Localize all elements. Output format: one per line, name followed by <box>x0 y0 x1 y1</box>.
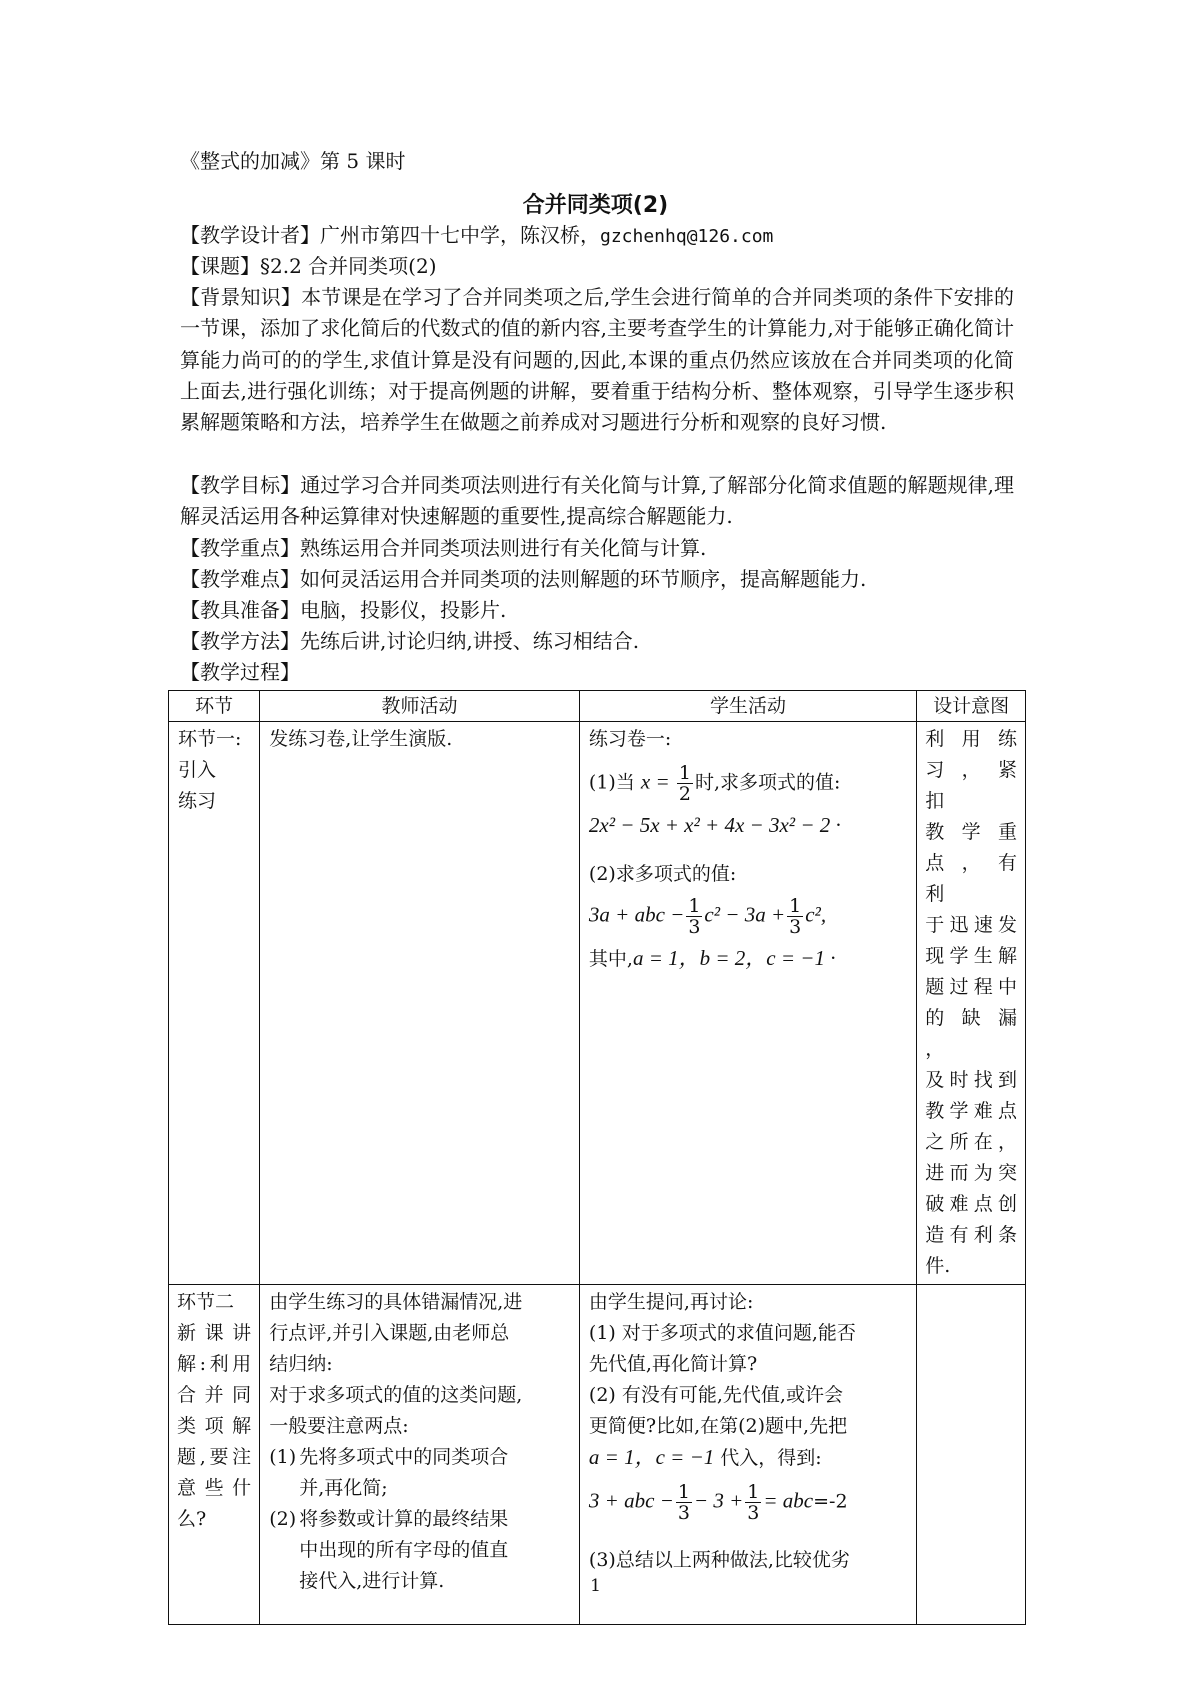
point-line: 接代入,进行计算. <box>299 1570 445 1592</box>
intent-line: 现学生解 <box>925 945 1017 967</box>
key-point-label: 【教学重点】 <box>180 536 300 560</box>
expr-part-b: − 3 + <box>693 1488 744 1513</box>
q2-where-line <box>589 943 907 975</box>
substitution-values: a = 1，c = −1 <box>588 1445 715 1469</box>
series-header: 《整式的加减》第 5 课时 <box>180 149 406 173</box>
q2-fraction-1 <box>686 896 702 937</box>
q2-expr-part-b: c² − 3a + <box>704 902 786 927</box>
teacher-line: 结归纳: <box>269 1353 333 1375</box>
stage-line: 引入 <box>178 759 217 781</box>
intent-line: 件. <box>925 1255 951 1277</box>
tools-line <box>180 595 506 626</box>
goal-text: 通过学习合并同类项法则进行有关化简与计算,了解部分化简求值题的解题规律,理解灵活运用各种运算律对快速解题的重要性,提高综合解题能力. <box>180 473 1015 529</box>
designer-line <box>180 220 773 252</box>
expr-part-a: 3 + abc − <box>588 1488 674 1513</box>
q2-values: a = 1，b = 2，c = −1 · <box>632 946 836 970</box>
q1-variable: x = <box>640 769 675 794</box>
intent-line: 进而为突 <box>925 1162 1017 1184</box>
tools-text: 电脑，投影仪，投影片. <box>300 598 507 622</box>
expr-fraction-1 <box>676 1482 692 1523</box>
teacher-line: 对于求多项式的值的这类问题, <box>269 1384 523 1406</box>
topic-line <box>180 251 437 282</box>
simplified-expression <box>589 1482 907 1523</box>
expr-fraction-2 <box>745 1482 761 1523</box>
header-stage: 环节 <box>169 691 260 722</box>
point-line: 先将多项式中的同类项合 <box>299 1446 509 1468</box>
header-teacher: 教师活动 <box>260 691 580 722</box>
difficulty-text: 如何灵活运用合并同类项的法则解题的环节顺序，提高解题能力. <box>300 567 867 591</box>
stage-line: 环节一: <box>178 728 242 750</box>
process-label: 【教学过程】 <box>180 660 300 684</box>
table-header-row <box>169 691 1026 722</box>
teacher-line: 由学生练习的具体错漏情况,进 <box>269 1291 523 1313</box>
q1-denominator: 2 <box>678 783 691 805</box>
key-point-line <box>180 533 706 564</box>
f2-denominator: 3 <box>747 1502 760 1524</box>
tools-label: 【教具准备】 <box>180 598 300 622</box>
table-row <box>169 1285 1026 1625</box>
intent-line: 及时找到 <box>925 1069 1017 1091</box>
method-label: 【教学方法】 <box>180 629 300 653</box>
goal-paragraph <box>180 470 1014 533</box>
substitution-line <box>589 1442 907 1474</box>
intent-line: 教学难点 <box>925 1100 1017 1122</box>
stage-line: 题,要注 <box>177 1446 252 1468</box>
q2-fraction-2 <box>787 896 803 937</box>
q2-f2-numerator: 1 <box>789 895 802 917</box>
header-student: 学生活动 <box>579 691 916 722</box>
q1-expression: 2x² − 5x + x² + 4x − 3x² − 2 · <box>588 813 841 837</box>
student-line: 由学生提问,再讨论: <box>588 1291 754 1313</box>
point-line: 中出现的所有字母的值直 <box>299 1539 509 1561</box>
method-line <box>180 626 639 657</box>
teacher-line: 行点评,并引入课题,由老师总 <box>269 1322 510 1344</box>
row2-student <box>579 1285 916 1625</box>
point-line: 并,再化简; <box>299 1477 388 1499</box>
intent-line: 习 ， 紧 扣 <box>925 759 1017 812</box>
row1-intent <box>917 722 1026 1285</box>
header-intent: 设计意图 <box>917 691 1026 722</box>
q2-f1-numerator: 1 <box>688 895 701 917</box>
question-1 <box>589 763 907 804</box>
student-line: (1) 对于多项式的求值问题,能否 <box>588 1322 856 1344</box>
intent-line: 教 学 重 <box>925 821 1017 843</box>
intent-line: 破难点创 <box>925 1193 1017 1215</box>
difficulty-label: 【教学难点】 <box>180 567 300 591</box>
stage-line: 环节二 <box>177 1291 235 1313</box>
q1-prefix: (1)当 <box>588 771 635 794</box>
page-title: 合并同类项(2) <box>522 193 669 218</box>
stage-line: 合并同 <box>177 1384 252 1406</box>
goal-label: 【教学目标】 <box>180 473 301 497</box>
background-text: 本节课是在学习了合并同类项之后,学生会进行简单的合并同类项的条件下安排的一节课，添加了求化简后的代数式的值的新内容,主要考查学生的计算能力,对于能够正确化简计算能力尚可的的学生,求值计算是没有问题的,因此,本课的重点仍然应该放在合并同类项的化简上面去,进行强化训练；对于提高例题的讲解，要着重于结构分析、整体观察，引导学生逐步积累解题策略和方法，培养学生在做题之前养成对习题进行分析和观察的良好习惯. <box>180 285 1015 435</box>
student-line: 更简便?比如,在第(2)题中,先把 <box>588 1415 848 1437</box>
q1-numerator: 1 <box>678 762 691 784</box>
teaching-process-table <box>168 690 1026 1625</box>
row2-teacher <box>260 1285 580 1625</box>
substitution-text: 代入，得到: <box>720 1447 822 1469</box>
background-paragraph <box>180 282 1014 438</box>
point-line: 将参数或计算的最终结果 <box>299 1508 509 1530</box>
topic-label: 【课题】 <box>180 254 260 278</box>
stage-line: 么? <box>177 1508 207 1530</box>
method-text: 先练后讲,讨论归纳,讲授、练习相结合. <box>300 629 640 653</box>
stage-line: 解:利用 <box>177 1353 252 1375</box>
student-line: (2) 有没有可能,先代值,或许会 <box>588 1384 843 1406</box>
q2-expression <box>589 896 907 937</box>
difficulty-line <box>180 564 866 595</box>
intent-line: 于迅速发 <box>925 914 1017 936</box>
topic-value: §2.2 合并同类项(2) <box>260 254 437 278</box>
stage-line: 类项解 <box>177 1415 252 1437</box>
intent-line: 点 ， 有 利 <box>925 852 1017 905</box>
stage-line: 练习 <box>178 790 217 812</box>
expr-result: =-2 <box>813 1490 848 1513</box>
designer-email: gzchenhq@126.com <box>600 226 774 247</box>
q1-suffix: 时,求多项式的值: <box>694 771 841 794</box>
intent-line: 造有利条 <box>925 1224 1017 1246</box>
point-number: (2) <box>269 1508 297 1530</box>
f1-denominator: 3 <box>677 1502 690 1524</box>
background-label: 【背景知识】 <box>180 285 302 309</box>
expr-part-c: = abc <box>763 1488 814 1513</box>
stage-line: 意些什 <box>177 1477 252 1499</box>
student-line: 先代值,再化简计算? <box>588 1353 758 1375</box>
point-number: (1) <box>269 1446 297 1468</box>
page-number: 1 <box>590 1576 601 1596</box>
teacher-point-1 <box>269 1442 570 1504</box>
teacher-line: 一般要注意两点: <box>269 1415 409 1437</box>
intent-line: 利 用 练 <box>925 728 1017 750</box>
f2-numerator: 1 <box>747 1481 760 1503</box>
student-summary-line: (3)总结以上两种做法,比较优劣 <box>588 1549 850 1571</box>
intent-line: 题过程中 <box>925 976 1017 998</box>
q2-expr-part-c: c², <box>805 902 827 927</box>
f1-numerator: 1 <box>677 1481 690 1503</box>
q1-fraction <box>677 763 693 804</box>
q2-where: 其中, <box>588 948 633 970</box>
row2-intent <box>917 1285 1026 1625</box>
exercise-intro: 练习卷一: <box>588 728 672 750</box>
q2-prefix: (2)求多项式的值: <box>588 863 737 885</box>
intent-line: 之所在， <box>925 1131 1017 1153</box>
intent-line: 的 缺 漏 ， <box>925 1007 1017 1060</box>
teacher-text: 发练习卷,让学生演版. <box>269 728 453 750</box>
point-body <box>299 1442 508 1504</box>
row1-student <box>579 722 916 1285</box>
row1-stage <box>169 722 260 1285</box>
key-point-text: 熟练运用合并同类项法则进行有关化简与计算. <box>300 536 707 560</box>
row1-teacher <box>260 722 580 1285</box>
table-row <box>169 722 1026 1285</box>
q2-f2-denominator: 3 <box>789 916 802 938</box>
designer-value: 广州市第四十七中学，陈汉桥， <box>320 223 600 247</box>
q2-f1-denominator: 3 <box>688 916 701 938</box>
stage-line: 新课讲 <box>177 1322 252 1344</box>
row2-stage <box>169 1285 260 1625</box>
q2-expr-part-a: 3a + abc − <box>588 902 685 927</box>
designer-label: 【教学设计者】 <box>180 223 320 247</box>
